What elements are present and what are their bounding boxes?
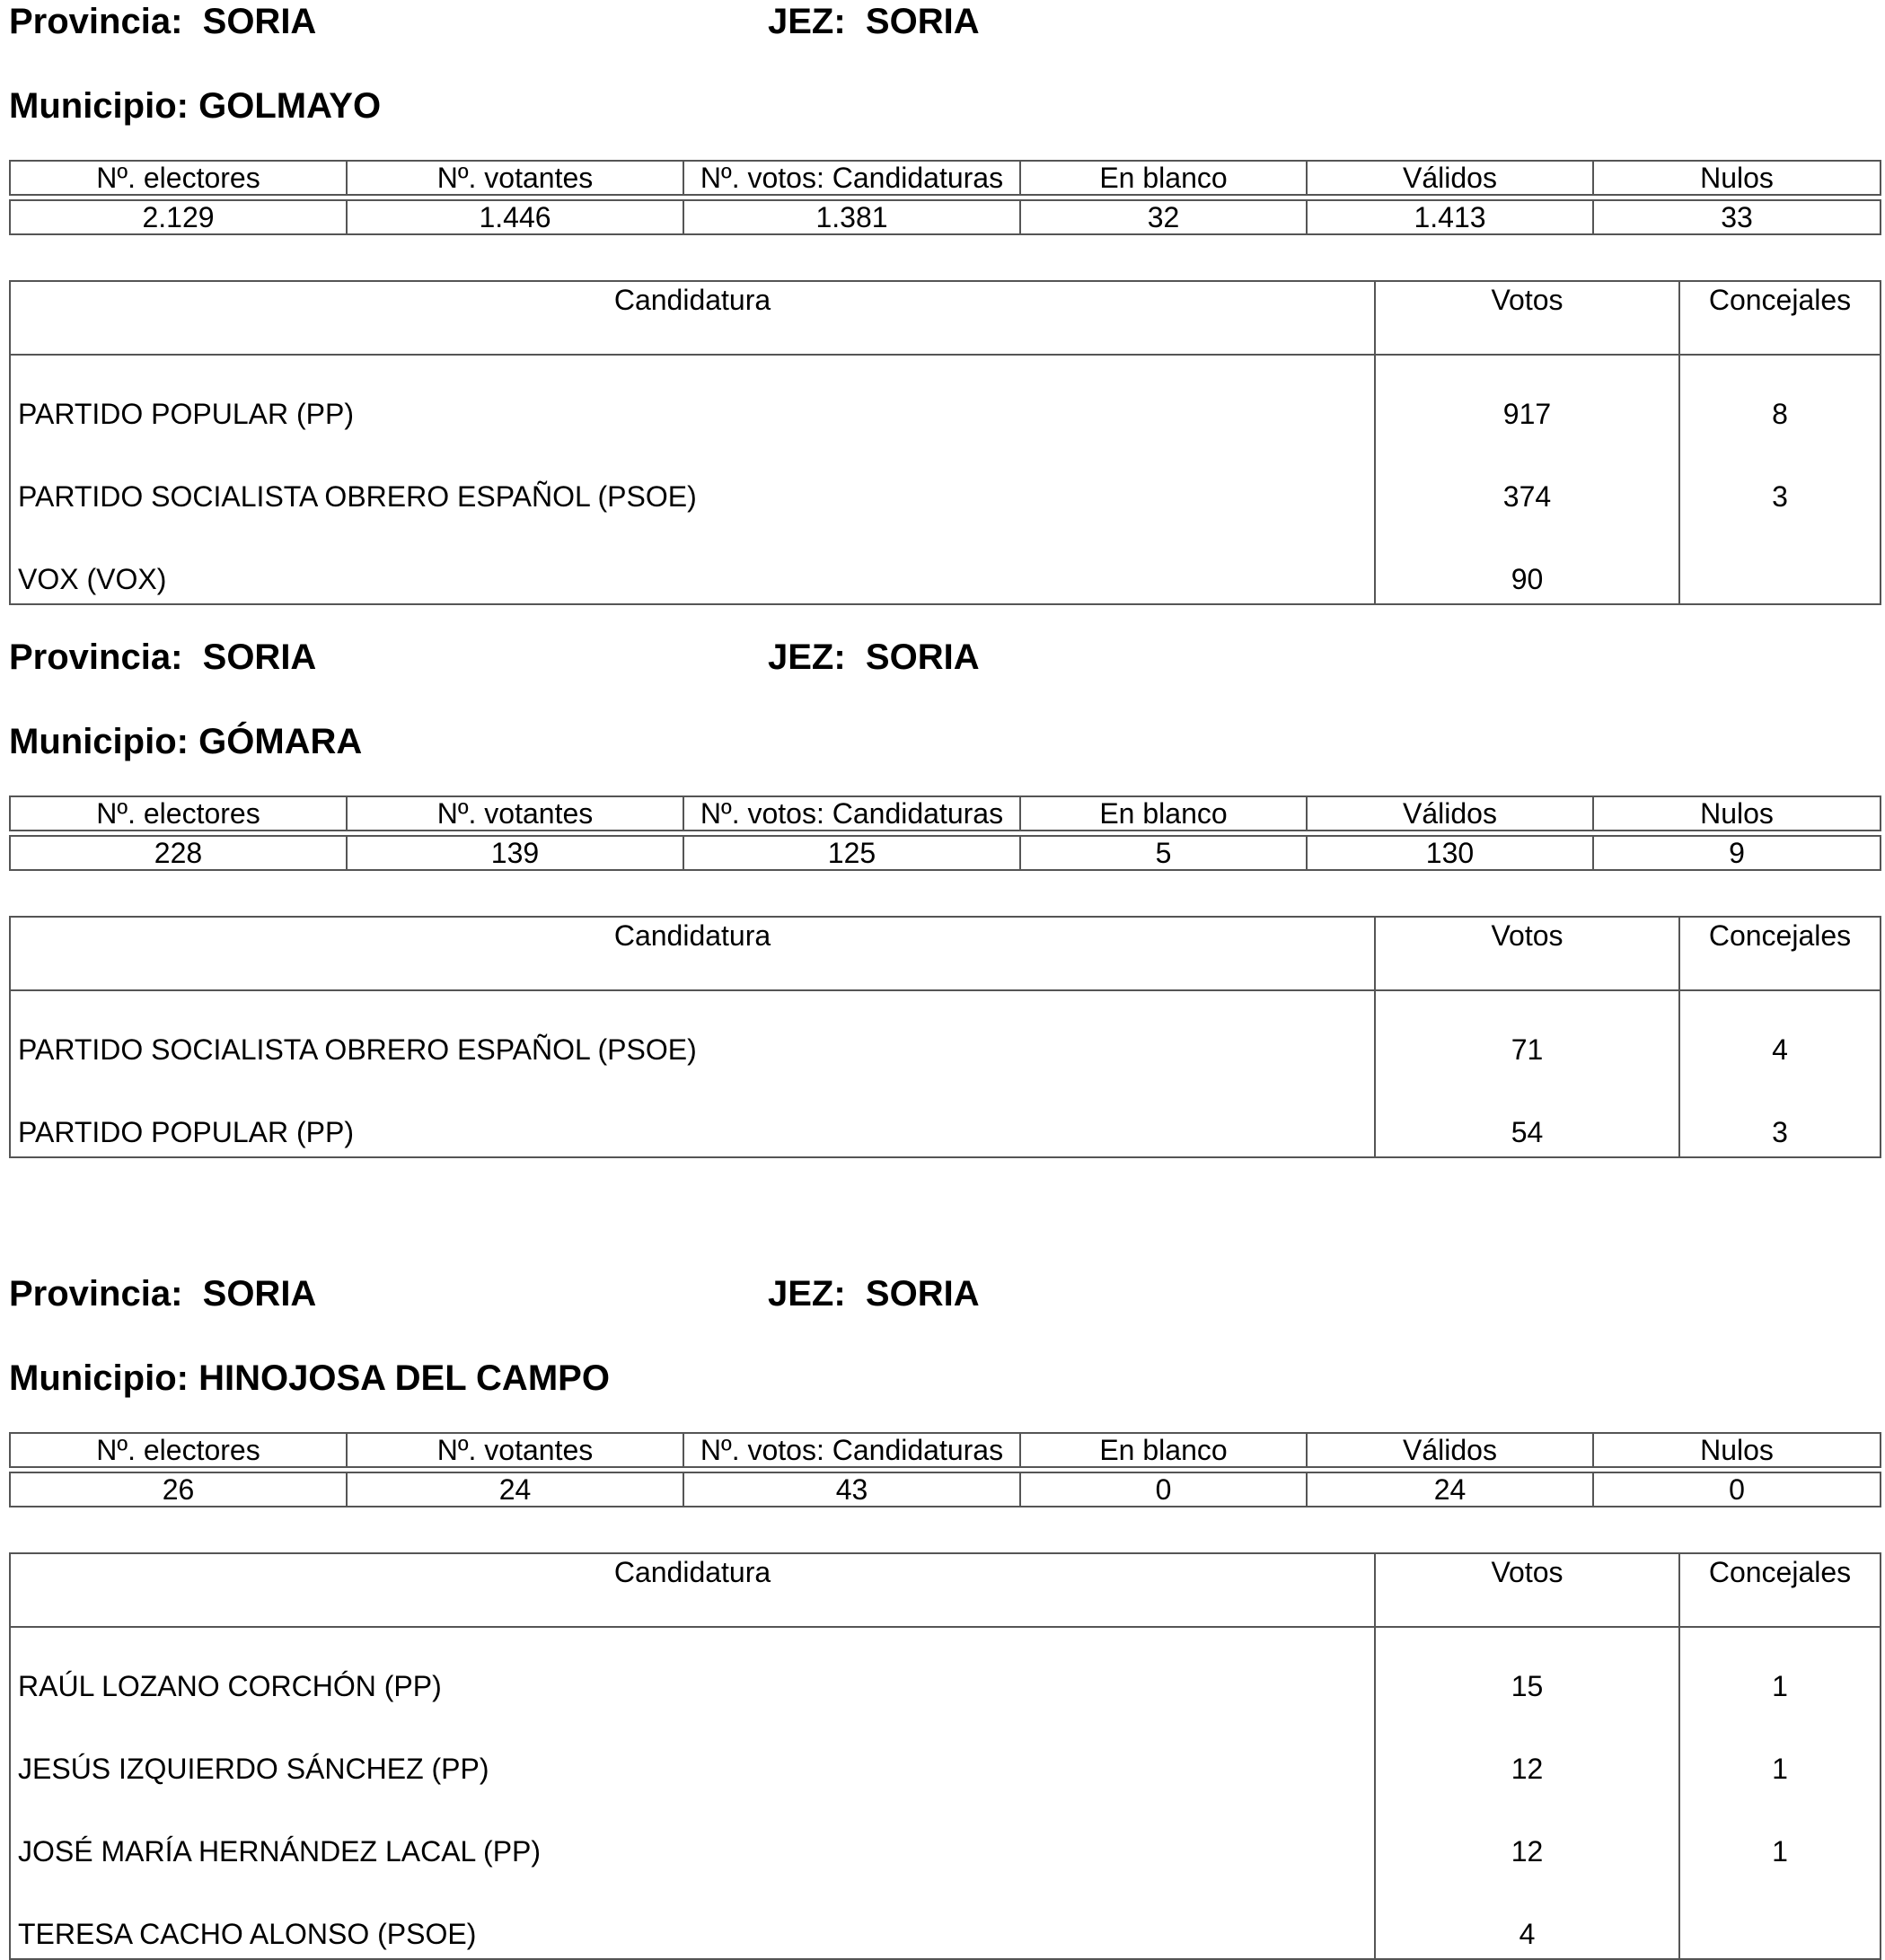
candidatura-votos: 12 bbox=[1375, 1710, 1679, 1793]
candidatura-concejales: 3 bbox=[1679, 1074, 1881, 1157]
candidatura-name: PARTIDO POPULAR (PP) bbox=[10, 1074, 1375, 1157]
col-validos-header: Válidos bbox=[1307, 161, 1593, 195]
col-en-blanco-header: En blanco bbox=[1020, 161, 1307, 195]
electores-value: 2.129 bbox=[10, 200, 347, 234]
nulos-value: 9 bbox=[1593, 836, 1881, 870]
candidatura-name: JOSÉ MARÍA HERNÁNDEZ LACAL (PP) bbox=[10, 1793, 1375, 1876]
en-blanco-value: 0 bbox=[1020, 1472, 1307, 1507]
votantes-value: 1.446 bbox=[347, 200, 683, 234]
table-row bbox=[10, 521, 1881, 604]
electores-value: 228 bbox=[10, 836, 347, 870]
candidatura-name: PARTIDO SOCIALISTA OBRERO ESPAÑOL (PSOE) bbox=[10, 990, 1375, 1074]
col-validos-header: Válidos bbox=[1307, 796, 1593, 831]
candidatura-concejales: 1 bbox=[1679, 1710, 1881, 1793]
col-en-blanco-header: En blanco bbox=[1020, 796, 1307, 831]
candidatura-votos: 917 bbox=[1375, 355, 1679, 438]
summary-values-table bbox=[9, 199, 1881, 235]
candidatura-header: Candidatura bbox=[10, 1553, 1375, 1627]
votos-header: Votos bbox=[1375, 281, 1679, 355]
summary-header-table bbox=[9, 795, 1881, 831]
nulos-value: 33 bbox=[1593, 200, 1881, 234]
col-electores-header: Nº. electores bbox=[10, 1433, 347, 1467]
candidatura-concejales bbox=[1679, 1876, 1881, 1959]
col-votantes-header: Nº. votantes bbox=[347, 161, 683, 195]
validos-value: 1.413 bbox=[1307, 200, 1593, 234]
candidatura-name: JESÚS IZQUIERDO SÁNCHEZ (PP) bbox=[10, 1710, 1375, 1793]
candidatura-name: VOX (VOX) bbox=[10, 521, 1375, 604]
candidatura-votos: 71 bbox=[1375, 990, 1679, 1074]
col-votos-candidaturas-header: Nº. votos: Candidaturas bbox=[683, 796, 1020, 831]
candidatura-name: PARTIDO SOCIALISTA OBRERO ESPAÑOL (PSOE) bbox=[10, 438, 1375, 521]
summary-header-table bbox=[9, 1432, 1881, 1468]
candidaturas-table bbox=[9, 1552, 1881, 1960]
validos-value: 24 bbox=[1307, 1472, 1593, 1507]
table-row bbox=[10, 1627, 1881, 1710]
summary-values-table bbox=[9, 1472, 1881, 1507]
candidatura-concejales: 1 bbox=[1679, 1793, 1881, 1876]
candidaturas-table bbox=[9, 916, 1881, 1158]
table-row bbox=[10, 355, 1881, 438]
candidatura-votos: 90 bbox=[1375, 521, 1679, 604]
municipio-heading: Municipio: HINOJOSA DEL CAMPO bbox=[9, 1358, 610, 1398]
candidatura-votos: 15 bbox=[1375, 1627, 1679, 1710]
votantes-value: 24 bbox=[347, 1472, 683, 1507]
candidatura-header: Candidatura bbox=[10, 917, 1375, 990]
en-blanco-value: 5 bbox=[1020, 836, 1307, 870]
nulos-value: 0 bbox=[1593, 1472, 1881, 1507]
summary-values-table bbox=[9, 835, 1881, 871]
candidatura-concejales: 4 bbox=[1679, 990, 1881, 1074]
table-row bbox=[10, 990, 1881, 1074]
table-row bbox=[10, 1074, 1881, 1157]
candidatura-name: RAÚL LOZANO CORCHÓN (PP) bbox=[10, 1627, 1375, 1710]
votos-candidaturas-value: 1.381 bbox=[683, 200, 1020, 234]
candidatura-concejales: 1 bbox=[1679, 1627, 1881, 1710]
col-electores-header: Nº. electores bbox=[10, 161, 347, 195]
provincia-heading: Provincia: SORIA bbox=[9, 637, 317, 677]
provincia-heading: Provincia: SORIA bbox=[9, 1274, 317, 1314]
candidatura-votos: 374 bbox=[1375, 438, 1679, 521]
table-row bbox=[10, 1793, 1881, 1876]
municipio-heading: Municipio: GOLMAYO bbox=[9, 86, 382, 126]
electores-value: 26 bbox=[10, 1472, 347, 1507]
votos-header: Votos bbox=[1375, 1553, 1679, 1627]
col-votos-candidaturas-header: Nº. votos: Candidaturas bbox=[683, 1433, 1020, 1467]
concejales-header: Concejales bbox=[1679, 281, 1881, 355]
col-votantes-header: Nº. votantes bbox=[347, 796, 683, 831]
table-row bbox=[10, 1710, 1881, 1793]
candidatura-votos: 54 bbox=[1375, 1074, 1679, 1157]
table-row bbox=[10, 1876, 1881, 1959]
table-row bbox=[10, 438, 1881, 521]
votos-candidaturas-value: 125 bbox=[683, 836, 1020, 870]
validos-value: 130 bbox=[1307, 836, 1593, 870]
candidatura-concejales: 3 bbox=[1679, 438, 1881, 521]
candidatura-header: Candidatura bbox=[10, 281, 1375, 355]
col-validos-header: Válidos bbox=[1307, 1433, 1593, 1467]
en-blanco-value: 32 bbox=[1020, 200, 1307, 234]
candidatura-name: PARTIDO POPULAR (PP) bbox=[10, 355, 1375, 438]
candidatura-votos: 4 bbox=[1375, 1876, 1679, 1959]
col-nulos-header: Nulos bbox=[1593, 796, 1881, 831]
provincia-heading: Provincia: SORIA bbox=[9, 2, 317, 41]
summary-header-table bbox=[9, 160, 1881, 196]
col-electores-header: Nº. electores bbox=[10, 796, 347, 831]
jez-heading: JEZ: SORIA bbox=[768, 637, 980, 677]
col-nulos-header: Nulos bbox=[1593, 161, 1881, 195]
candidatura-name: TERESA CACHO ALONSO (PSOE) bbox=[10, 1876, 1375, 1959]
candidatura-concejales bbox=[1679, 521, 1881, 604]
votantes-value: 139 bbox=[347, 836, 683, 870]
col-votantes-header: Nº. votantes bbox=[347, 1433, 683, 1467]
concejales-header: Concejales bbox=[1679, 917, 1881, 990]
candidatura-votos: 12 bbox=[1375, 1793, 1679, 1876]
concejales-header: Concejales bbox=[1679, 1553, 1881, 1627]
col-en-blanco-header: En blanco bbox=[1020, 1433, 1307, 1467]
votos-header: Votos bbox=[1375, 917, 1679, 990]
votos-candidaturas-value: 43 bbox=[683, 1472, 1020, 1507]
col-votos-candidaturas-header: Nº. votos: Candidaturas bbox=[683, 161, 1020, 195]
candidaturas-table bbox=[9, 280, 1881, 605]
jez-heading: JEZ: SORIA bbox=[768, 1274, 980, 1314]
jez-heading: JEZ: SORIA bbox=[768, 2, 980, 41]
col-nulos-header: Nulos bbox=[1593, 1433, 1881, 1467]
municipio-heading: Municipio: GÓMARA bbox=[9, 722, 363, 761]
candidatura-concejales: 8 bbox=[1679, 355, 1881, 438]
